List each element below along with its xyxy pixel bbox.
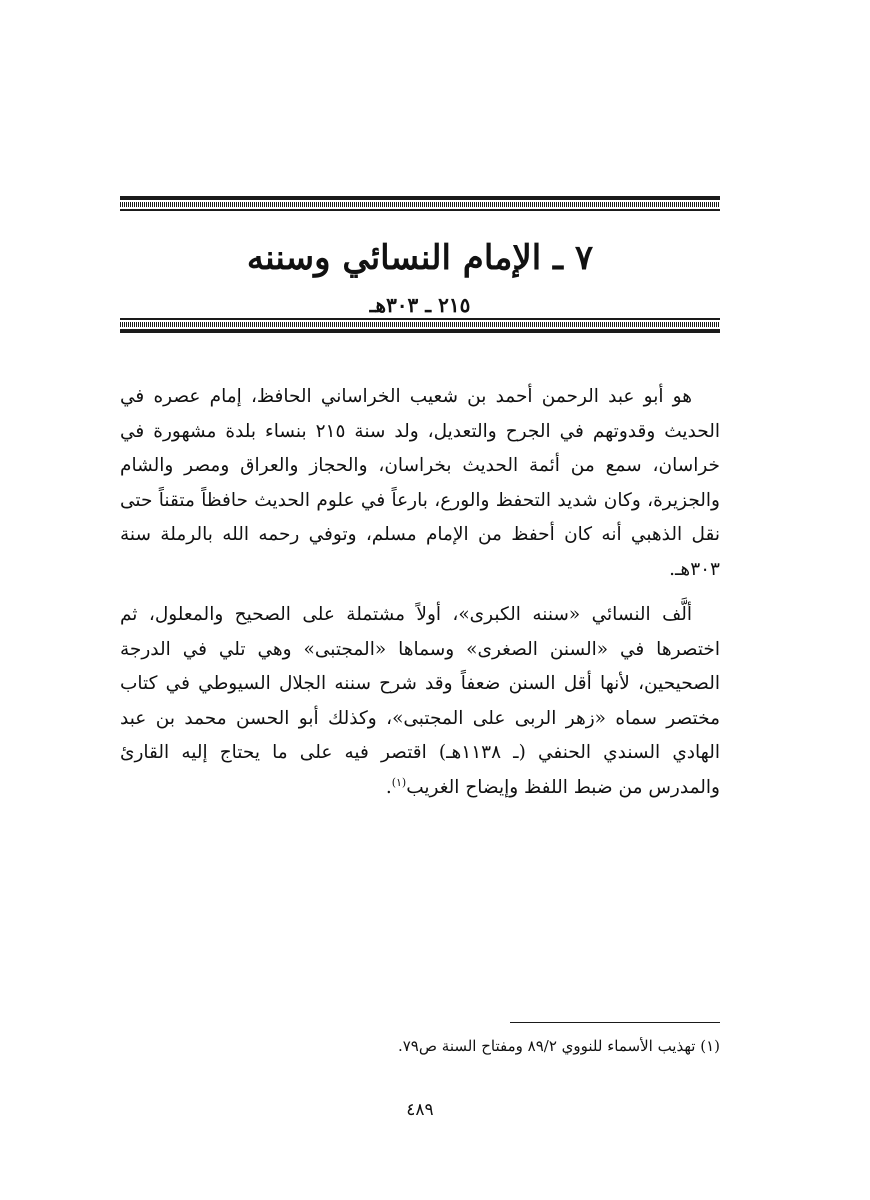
footnote-1: (١) تهذيب الأسماء للنووي ٨٩/٢ ومفتاح السنة ص٧٩. (397, 1037, 720, 1055)
page-number: ٤٨٩ (406, 1100, 434, 1120)
top-decorative-rule (120, 196, 720, 211)
paragraph-biography (120, 380, 720, 587)
paragraph-sunan (120, 598, 720, 805)
chapter-title: ٧ ـ الإمام النسائي وسننه (246, 238, 594, 278)
paragraph-1-text: هو أبو عبد الرحمن أحمد بن شعيب الخراساني الحافظ، إمام عصره في الحديث وقدوتهم في الجرح والتعديل، ولد سنة ٢١٥ بنساء بلدة مشهورة في خراسان، سمع من أئمة الحديث بخراسان، والحجاز والعراق ومصر والشام والجزيرة، وكان شديد التحفظ والورع، بارعاً في علوم الحديث حافظاً متقناً حتى نقل الذهبي أنه كان أحفظ من الإمام مسلم، وتوفي رحمه الله بالرملة سنة ٣٠٣هـ. (120, 386, 720, 580)
footnote-marker[interactable]: (١) (391, 775, 407, 789)
footnote-separator (510, 1022, 720, 1023)
paragraph-2-text: ألَّف النسائي «سننه الكبرى»، أولاً مشتملة على الصحيح والمعلول، ثم اختصرها في «السنن الصغرى» وسماها «المجتبى» وهي تلي في الدرجة الصحيحين، لأنها أقل السنن ضعفاً وقد شرح سننه الجلال السيوطي في كتاب مختصر سماه «زهر الربى على المجتبى»، وكذلك أبو الحسن محمد بن عبد الهادي السندي الحنفي (ـ ١١٣٨هـ) اقتصر فيه على ما يحتاج إليه القارئ والمدرس من ضبط اللفظ وإيضاح الغريب (120, 604, 720, 798)
paragraph-2-container (120, 598, 720, 805)
bottom-decorative-rule (120, 318, 720, 333)
paragraph-2-end: . (385, 776, 392, 798)
chapter-dates: ٢١٥ ـ ٣٠٣هـ (369, 293, 471, 317)
